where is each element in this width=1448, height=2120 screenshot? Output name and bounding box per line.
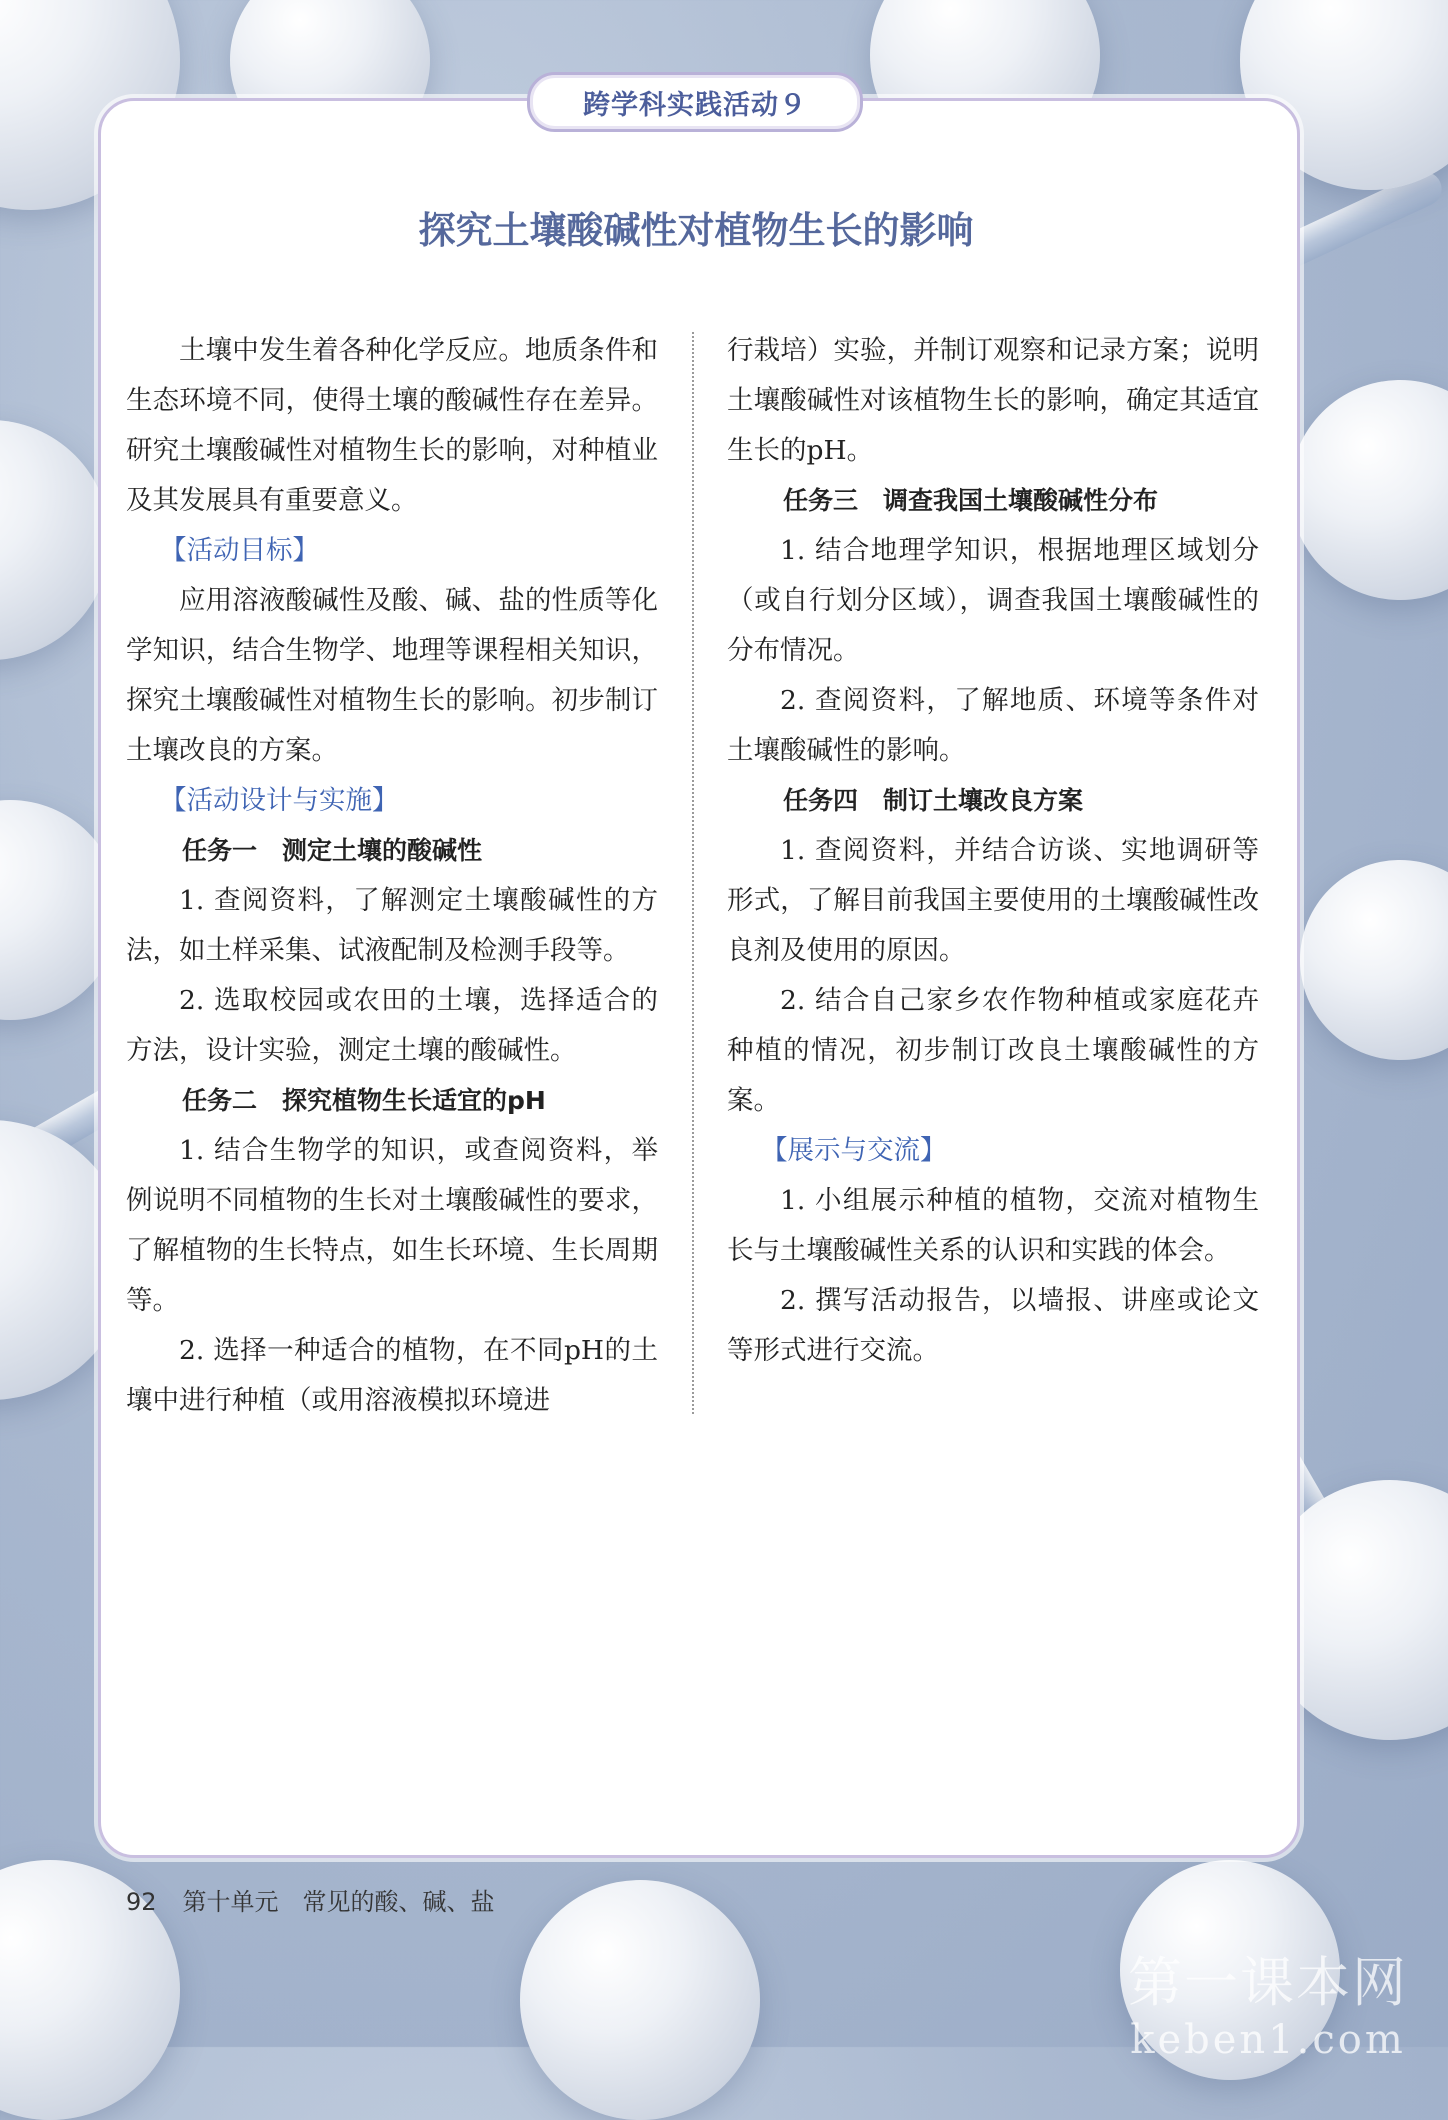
section-heading: 【活动设计与实施】: [160, 785, 399, 816]
task-heading: 任务二 探究植物生长适宜的pH: [182, 1086, 546, 1115]
paragraph: 2. 查阅资料，了解地质、环境等条件对土壤酸碱性的影响。: [727, 685, 1259, 766]
page-number: 92: [126, 1888, 157, 1916]
paragraph: 1. 结合生物学的知识，或查阅资料，举例说明不同植物的生长对土壤酸碱性的要求，了解植物的生长特点，如生长环境、生长周期等。: [126, 1135, 658, 1316]
watermark-url: keben1.com: [1130, 2017, 1406, 2063]
paragraph: 1. 小组展示种植的植物，交流对植物生长与土壤酸碱性关系的认识和实践的体会。: [727, 1185, 1259, 1266]
paragraph: 2. 结合自己家乡农作物种植或家庭花卉种植的情况，初步制订改良土壤酸碱性的方案。: [727, 985, 1259, 1116]
unit-title: 第十单元 常见的酸、碱、盐: [182, 1888, 495, 1916]
section-heading: 【展示与交流】: [761, 1135, 947, 1166]
right-column: [727, 326, 1259, 1376]
page-title: 探究土壤酸碱性对植物生长的影响: [418, 208, 974, 252]
paragraph: 2. 选择一种适合的植物，在不同pH的土壤中进行种植（或用溶液模拟环境进: [126, 1335, 658, 1416]
task-heading: 任务四 制订土壤改良方案: [783, 786, 1084, 815]
paragraph: 应用溶液酸碱性及酸、碱、盐的性质等化学知识，结合生物学、地理等课程相关知识，探究土壤酸碱性对植物生长的影响。初步制订土壤改良的方案。: [126, 585, 658, 766]
paragraph: 1. 查阅资料，了解测定土壤酸碱性的方法，如土样采集、试液配制及检测手段等。: [126, 885, 658, 966]
paragraph: 行栽培）实验，并制订观察和记录方案；说明土壤酸碱性对该植物生长的影响，确定其适宜生长的pH。: [727, 335, 1259, 466]
page-footer: [126, 1882, 495, 1917]
section-heading: 【活动目标】: [160, 535, 319, 566]
paragraph: 土壤中发生着各种化学反应。地质条件和生态环境不同，使得土壤的酸碱性存在差异。研究土壤酸碱性对植物生长的影响，对种植业及其发展具有重要意义。: [126, 335, 658, 516]
activity-tag: 跨学科实践活动９: [527, 72, 863, 132]
paragraph: 1. 结合地理学知识，根据地理区域划分（或自行划分区域），调查我国土壤酸碱性的分布情况。: [727, 535, 1259, 666]
watermark-text: 第一课本网: [1128, 1951, 1408, 2014]
paragraph: 2. 选取校园或农田的土壤，选择适合的方法，设计实验，测定土壤的酸碱性。: [126, 985, 658, 1066]
task-heading: 任务一 测定土壤的酸碱性: [182, 836, 483, 865]
watermark: [1128, 1940, 1408, 2063]
left-column: [126, 326, 658, 1426]
paragraph: 1. 查阅资料，并结合访谈、实地调研等形式，了解目前我国主要使用的土壤酸碱性改良剂及使用的原因。: [727, 835, 1259, 966]
paragraph: 2. 撰写活动报告，以墙报、讲座或论文等形式进行交流。: [727, 1285, 1259, 1366]
task-heading: 任务三 调查我国土壤酸碱性分布: [783, 486, 1159, 515]
column-divider: [692, 332, 694, 1414]
